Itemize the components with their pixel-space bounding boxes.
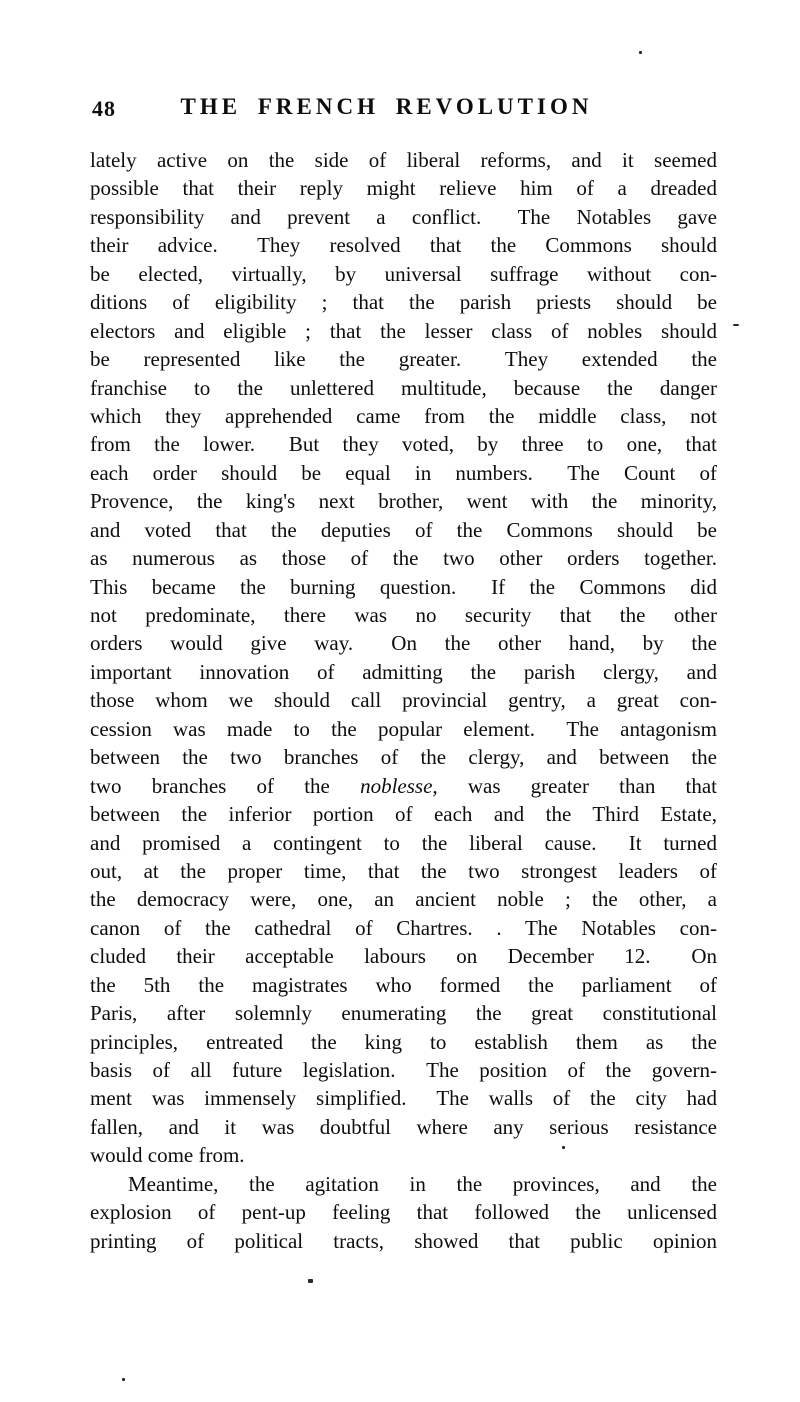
text-line: possible that their reply might relieve him of a dreaded: [90, 176, 717, 201]
text-line: ment was immensely simplified. The walls of the city had: [90, 1086, 717, 1111]
text-line: the democracy were, one, an ancient noble ; the other, a: [90, 887, 717, 912]
text-line: each order should be equal in numbers. The Count of: [90, 460, 717, 485]
text-line: franchise to the unlettered multitude, because the danger: [90, 375, 717, 400]
text-line: between the inferior portion of each and the Third Estate,: [90, 802, 717, 827]
text-line: the 5th the magistrates who formed the parliament of: [90, 972, 717, 997]
body-text: [90, 146, 717, 1255]
text-line: responsibility and prevent a conflict. The Notables gave: [90, 204, 717, 229]
text-line: and promised a contingent to the liberal cause. It turned: [90, 830, 717, 855]
text-line: explosion of pent-up feeling that followed the unlicensed: [90, 1200, 717, 1225]
running-title: THE FRENCH REVOLUTION: [180, 94, 593, 119]
scan-speck: [733, 324, 739, 326]
text-line: cluded their acceptable labours on December 12. On: [90, 944, 717, 969]
text-line: This became the burning question. If the Commons did: [90, 574, 717, 599]
text-line: canon of the cathedral of Chartres. . The Notables con-: [90, 915, 717, 940]
text-line: electors and eligible ; that the lesser class of nobles should: [90, 318, 717, 343]
text-line: from the lower. But they voted, by three to one, that: [90, 432, 717, 457]
page-number: 48: [92, 96, 116, 121]
text-line: ditions of eligibility ; that the parish priests should be: [90, 290, 717, 315]
text-line: between the two branches of the clergy, and between the: [90, 745, 717, 770]
running-header: [90, 94, 715, 124]
scan-speck: [562, 1146, 565, 1149]
text-line: out, at the proper time, that the two strongest leaders of: [90, 858, 717, 883]
text-line: basis of all future legislation. The position of the govern-: [90, 1058, 717, 1082]
text-line: orders would give way. On the other hand, by the: [90, 631, 717, 656]
text-line: their advice. They resolved that the Commons should: [90, 233, 717, 258]
text-line: fallen, and it was doubtful where any serious resistance: [90, 1114, 717, 1139]
text-line: principles, entreated the king to establish them as the: [90, 1029, 717, 1054]
text-line: as numerous as those of the two other orders together.: [90, 546, 717, 571]
text-line: not predominate, there was no security that the other: [90, 603, 717, 627]
text-line: two branches of the noblesse, was greater than that: [90, 773, 718, 798]
text-line: Paris, after solemnly enumerating the great constitutional: [90, 1001, 717, 1026]
text-line: Meantime, the agitation in the provinces, and the: [128, 1171, 717, 1196]
text-line: be represented like the greater. They extended the: [90, 347, 717, 372]
text-line: cession was made to the popular element. The antagonism: [90, 716, 717, 741]
text-line: be elected, virtually, by universal suffrage without con-: [90, 261, 717, 286]
text-line: those whom we should call provincial gentry, a great con-: [90, 688, 717, 713]
scan-speck: [122, 1378, 125, 1381]
text-line: printing of political tracts, showed that public opinion: [90, 1228, 717, 1253]
scan-speck: [639, 51, 642, 54]
text-line: would come from.: [90, 1143, 245, 1168]
text-line: important innovation of admitting the parish clergy, and: [90, 659, 717, 684]
text-line: lately active on the side of liberal reforms, and it seemed: [90, 148, 717, 172]
scan-speck: [308, 1279, 313, 1283]
text-line: and voted that the deputies of the Commons should be: [90, 517, 717, 542]
text-line: Provence, the king's next brother, went with the minority,: [90, 489, 717, 514]
text-line: which they apprehended came from the middle class, not: [90, 403, 717, 428]
